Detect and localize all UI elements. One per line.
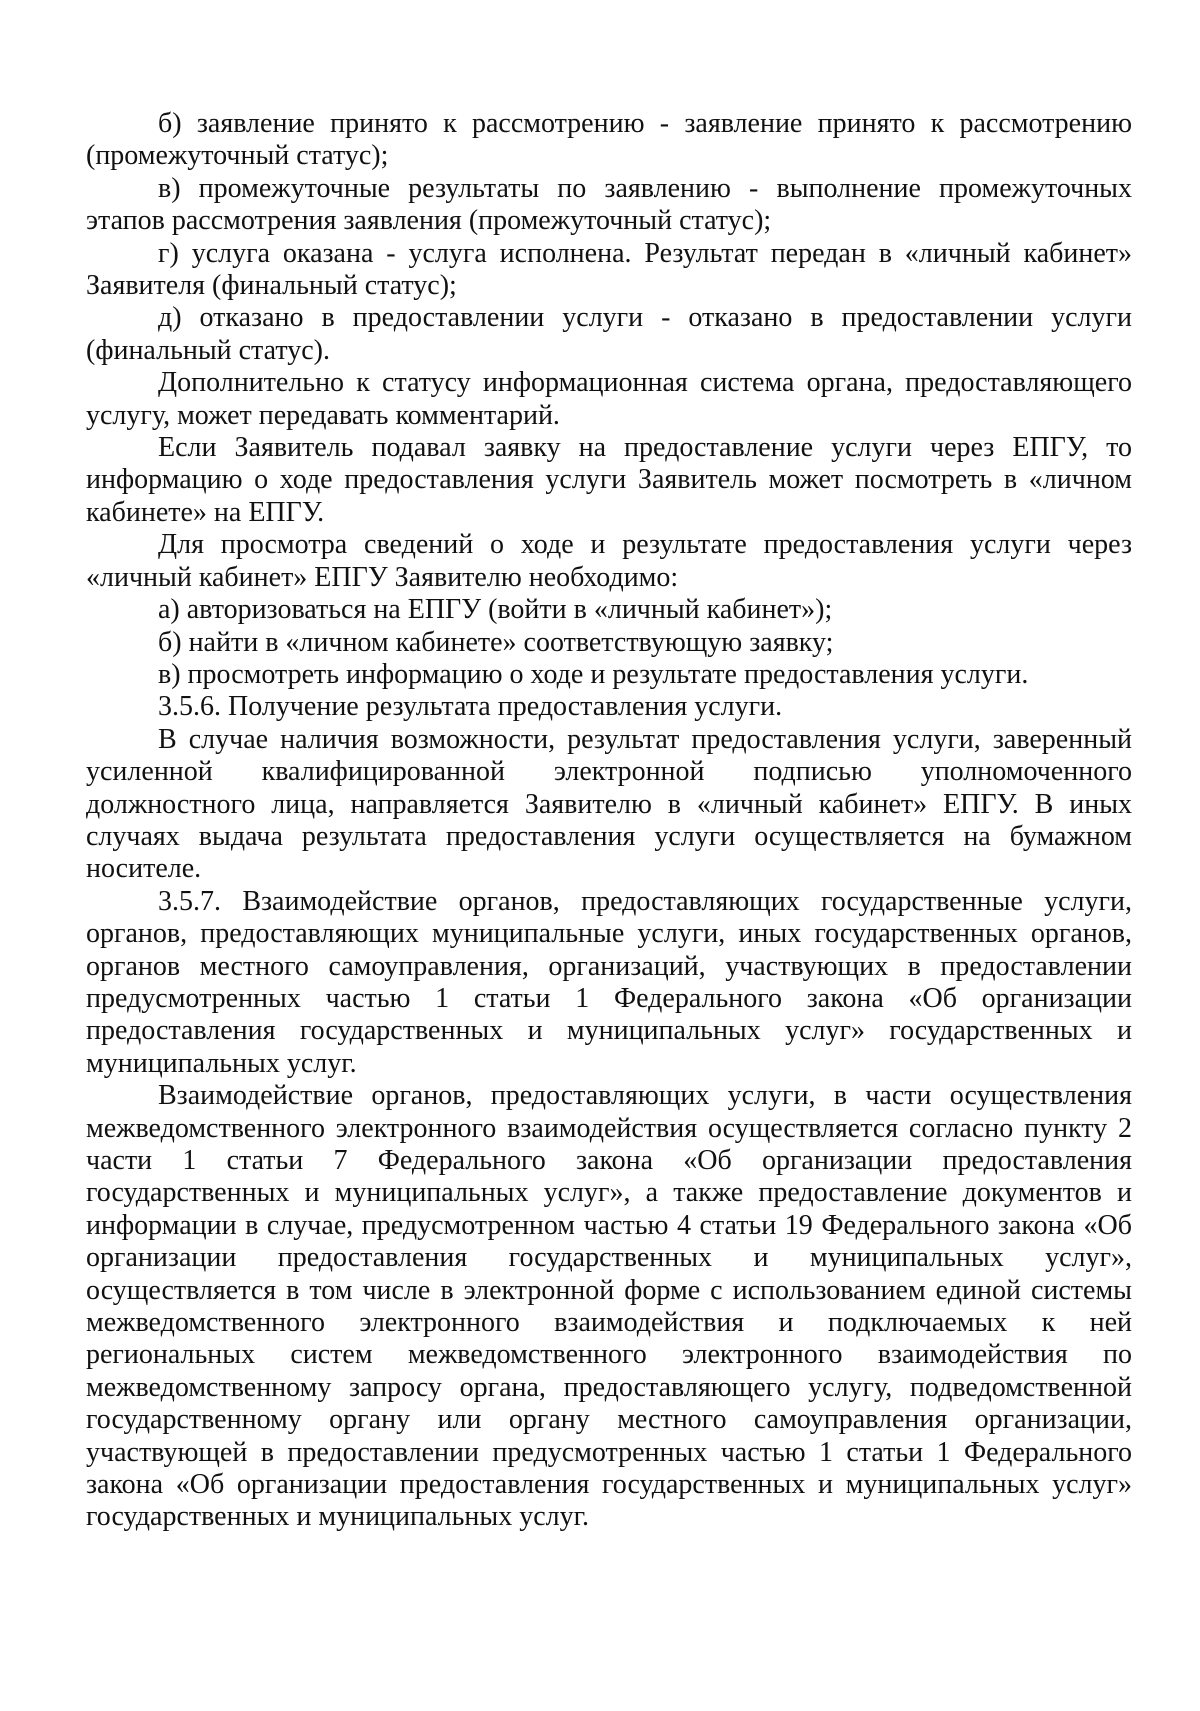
paragraph-status-intermediate: в) промежуточные результаты по заявлению - выполнение промежуточных этапов рассмотрения заявления (промежуточный статус);: [86, 172, 1132, 237]
paragraph-comment: Дополнительно к статусу информационная система органа, предоставляющего услугу, может передавать комментарий.: [86, 367, 1132, 431]
paragraph-view-steps-intro: Для просмотра сведений о ходе и результате предоставления услуги через «личный кабинет» ЕПГУ Заявителю необходимо:: [86, 529, 1132, 593]
document-page: [86, 108, 1132, 1534]
paragraph-epgu-view: Если Заявитель подавал заявку на предоставление услуги через ЕПГУ, то информацию о ходе предоставления услуги Заявитель может посмотреть в «личном кабинете» на ЕПГУ.: [86, 432, 1132, 528]
paragraph-step-view: в) просмотреть информацию о ходе и результате предоставления услуги.: [158, 658, 1029, 690]
paragraph-status-completed: г) услуга оказана - услуга исполнена. Результат передан в «личный кабинет» Заявителя (финальный статус);: [86, 237, 1132, 302]
paragraph-status-refused: д) отказано в предоставлении услуги - отказано в предоставлении услуги (финальный статус).: [86, 302, 1132, 366]
paragraph-status-accepted: б) заявление принято к рассмотрению - заявление принято к рассмотрению (промежуточный статус);: [86, 108, 1132, 172]
paragraph-interagency-interaction: Взаимодействие органов, предоставляющих услуги, в части осуществления межведомственного электронного взаимодействия осуществляется согласно пункту 2 части 1 статьи 7 Федерального закона «Об организации предоставления государственных и муниципальных услуг», а также предоставление документов и информации в случае, предусмотренном частью 4 статьи 19 Федерального закона «Об организации предоставления государственных и муниципальных услуг», осуществляется в том числе в электронной форме с использованием единой системы межведомственного электронного взаимодействия и подключаемых к ней региональных систем межведомственного электронного взаимодействия по межведомственному запросу органа, предоставляющего услугу, подведомственной государственному органу или органу местного самоуправления организации, участвующей в предоставлении предусмотренных частью 1 статьи 1 Федерального закона «Об организации предоставления государственных и муниципальных услуг» государственных и муниципальных услуг.: [86, 1080, 1132, 1533]
paragraph-result-delivery: В случае наличия возможности, результат предоставления услуги, заверенный усиленной квалифицированной электронной подписью уполномоченного должностного лица, направляется Заявителю в «личный кабинет» ЕПГУ. В иных случаях выдача результата предоставления услуги осуществляется на бумажном носителе.: [86, 723, 1132, 885]
paragraph-step-find: б) найти в «личном кабинете» соответствующую заявку;: [158, 626, 834, 658]
paragraph-step-authorize: а) авторизоваться на ЕПГУ (войти в «личный кабинет»);: [158, 594, 833, 626]
section-heading-3-5-6: 3.5.6. Получение результата предоставления услуги.: [158, 691, 783, 723]
section-heading-3-5-7: 3.5.7. Взаимодействие органов, предоставляющих государственные услуги, органов, предоставляющих муниципальные услуги, иных государственных органов, органов местного самоуправления, организаций, участвующих в предоставлении предусмотренных частью 1 статьи 1 Федерального закона «Об организации предоставления государственных и муниципальных услуг» государственных и муниципальных услуг.: [86, 885, 1132, 1079]
